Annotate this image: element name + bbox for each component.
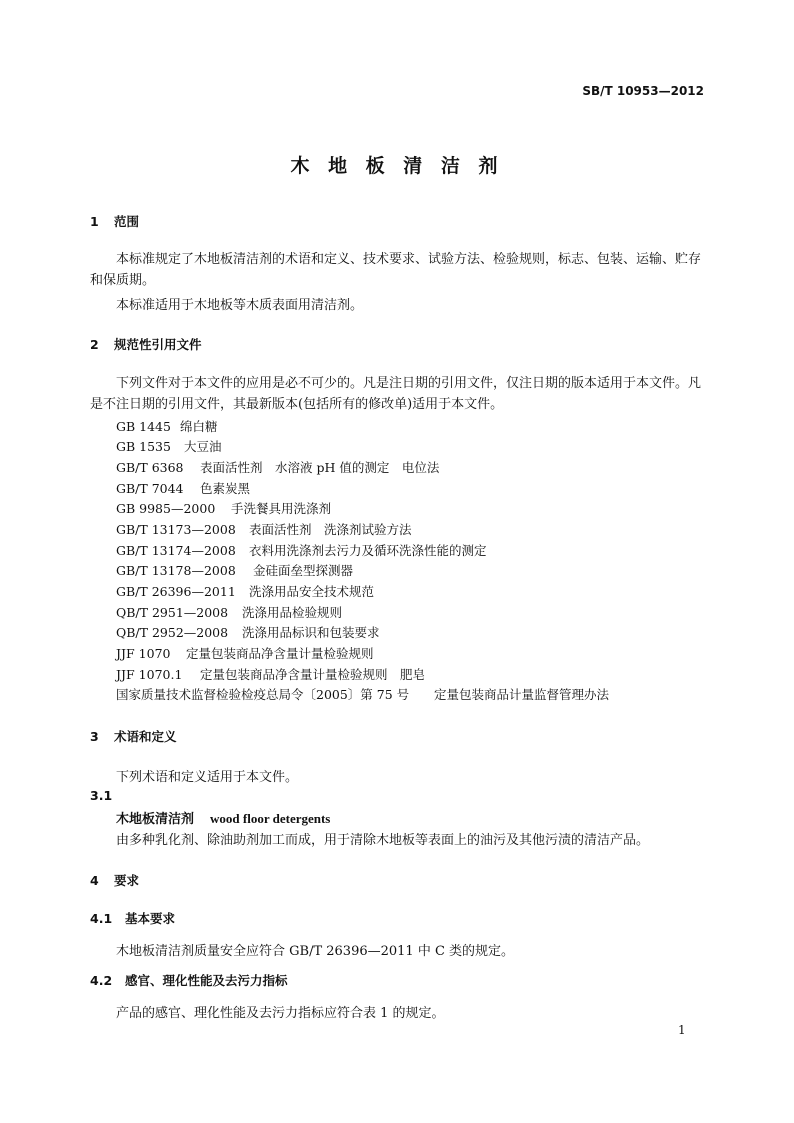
reference-item	[116, 458, 439, 476]
reference-item	[116, 479, 250, 497]
document-title: 木 地 板 清 洁 剂	[290, 155, 504, 177]
section-number: 1	[90, 214, 99, 229]
section-2-heading	[90, 335, 202, 353]
term-english: wood floor detergents	[210, 811, 331, 826]
reference-title: 洗涤用品安全技术规范	[249, 584, 375, 599]
reference-code: GB 1445	[116, 419, 171, 434]
reference-title: 绵白糖	[180, 419, 218, 434]
term-chinese: 木地板清洁剂	[116, 812, 195, 827]
subsection-4-2-heading	[90, 971, 288, 989]
reference-code: GB/T 26396—2011	[116, 584, 236, 599]
reference-code: QB/T 2952—2008	[116, 625, 229, 640]
section-1-heading	[90, 212, 139, 230]
reference-title: 定量包装商品计量监督管理办法	[434, 687, 610, 702]
section-number: 4	[90, 873, 99, 888]
reference-item	[116, 499, 331, 517]
standard-code: SB/T 10953—2012	[582, 84, 704, 98]
section-title: 术语和定义	[114, 729, 177, 744]
reference-title: 色素炭黑	[200, 481, 251, 496]
term-number: 3.1	[90, 788, 113, 803]
term-definition: 由多种乳化剂、除油助剂加工而成，用于清除木地板等表面上的油污及其他污渍的清洁产品。	[116, 833, 650, 848]
section-number: 2	[90, 337, 99, 352]
subsection-number: 4.1	[90, 911, 113, 926]
reference-title: 手洗餐具用洗涤剂	[231, 501, 332, 516]
basic-requirement-text: 木地板清洁剂质量安全应符合 GB/T 26396—2011 中 C 类的规定。	[116, 944, 515, 959]
reference-code: GB/T 13173—2008	[116, 522, 236, 537]
reference-code: JJF 1070	[116, 646, 171, 661]
reference-item	[116, 665, 425, 683]
reference-item	[116, 561, 353, 579]
reference-code: GB 1535	[116, 439, 171, 454]
subsection-4-1-heading	[90, 909, 175, 927]
reference-title: 大豆油	[184, 439, 222, 454]
references-intro: 下列文件对于本文件的应用是必不可少的。凡是注日期的引用文件，仅注日期的版本适用于本文件。凡是不注日期的引用文件，其最新版本(包括所有的修改单)适用于本文件。	[90, 376, 702, 412]
subsection-number: 4.2	[90, 973, 113, 988]
section-title: 要求	[114, 873, 140, 888]
reference-item	[116, 623, 380, 641]
reference-title: 表面活性剂 水溶液 pH 值的测定 电位法	[200, 460, 440, 475]
reference-item	[116, 685, 609, 703]
reference-code: GB/T 6368	[116, 460, 184, 475]
scope-paragraph-2: 本标准适用于木地板等木质表面用清洁剂。	[116, 298, 364, 313]
reference-code: JJF 1070.1	[116, 667, 183, 682]
reference-title: 表面活性剂 洗涤剂试验方法	[249, 522, 412, 537]
reference-item	[116, 582, 374, 600]
reference-title: 定量包装商品净含量计量检验规则	[186, 646, 374, 661]
section-title: 范围	[114, 214, 140, 229]
subsection-title: 感官、理化性能及去污力指标	[125, 973, 288, 988]
reference-item	[116, 417, 218, 435]
reference-code: GB/T 7044	[116, 481, 184, 496]
reference-item	[116, 541, 487, 559]
section-4-heading	[90, 871, 139, 889]
reference-code: QB/T 2951—2008	[116, 605, 229, 620]
page-number: 1	[678, 1023, 686, 1037]
reference-title: 洗涤用品标识和包装要求	[242, 625, 380, 640]
reference-code: 国家质量技术监督检验检疫总局令〔2005〕第 75 号	[116, 687, 410, 702]
reference-title: 衣料用洗涤剂去污力及循环洗涤性能的测定	[249, 543, 487, 558]
reference-title: 金硅面垒型探测器	[253, 563, 354, 578]
section-number: 3	[90, 729, 99, 744]
reference-code: GB/T 13174—2008	[116, 543, 236, 558]
reference-item	[116, 644, 374, 662]
section-title: 规范性引用文件	[114, 337, 202, 352]
section-3-heading	[90, 727, 177, 745]
reference-item	[116, 603, 342, 621]
reference-title: 洗涤用品检验规则	[242, 605, 343, 620]
reference-item	[116, 520, 412, 538]
performance-requirement-text: 产品的感官、理化性能及去污力指标应符合表 1 的规定。	[116, 1006, 445, 1021]
subsection-title: 基本要求	[125, 911, 176, 926]
reference-item	[116, 437, 222, 455]
reference-code: GB 9985—2000	[116, 501, 216, 516]
reference-code: GB/T 13178—2008	[116, 563, 236, 578]
reference-title: 定量包装商品净含量计量检验规则 肥皂	[200, 667, 426, 682]
terms-intro: 下列术语和定义适用于本文件。	[116, 770, 299, 785]
scope-paragraph-1: 本标准规定了木地板清洁剂的术语和定义、技术要求、试验方法、检验规则，标志、包装、运输、贮存和保质期。	[90, 252, 702, 288]
term-entry	[116, 808, 330, 827]
